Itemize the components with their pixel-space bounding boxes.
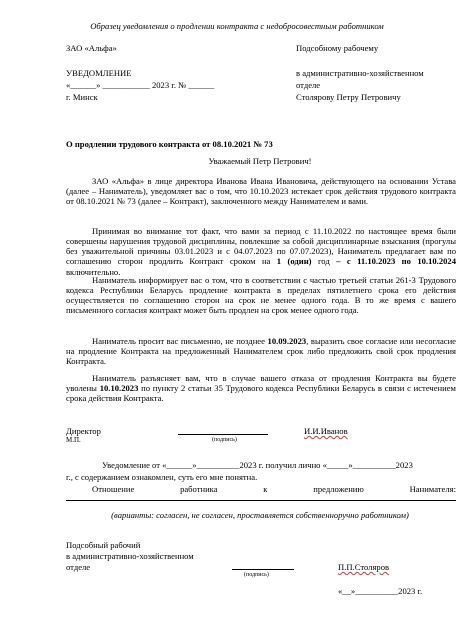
employee-position-line-3: отделе: [66, 562, 91, 572]
addressee-line-3: отделе: [296, 80, 321, 90]
notice-date-number: «______» ___________ 2023 г. № ______: [66, 80, 215, 90]
ack-word-4: предложению: [313, 484, 364, 494]
ack-variants-note: (варианты: согласен, не согласен, проставляется собственноручно работником): [111, 510, 409, 520]
notice-title: УВЕДОМЛЕНИЕ: [66, 68, 132, 78]
ack-line-2: г., с содержанием ознакомлен, суть его мне понятна.: [66, 472, 258, 482]
paragraph-5: [66, 373, 456, 403]
director-label: Директор: [66, 426, 101, 436]
paragraph-3: [66, 275, 456, 316]
ack-line-3: [92, 484, 456, 494]
addressee-line-4: Столярову Петру Петровичу: [296, 92, 401, 102]
ack-answer-line: [66, 500, 456, 501]
paragraph-2-term: 1 (один): [276, 256, 312, 267]
header-title: Образец уведомления о продлении контракта с недобросовестным работником: [90, 21, 384, 31]
paragraph-4-deadline: 10.09.2023: [267, 336, 307, 346]
ack-word-3: к: [263, 484, 268, 494]
paragraph-1: [66, 176, 456, 206]
ack-line-1: Уведомление от «______»__________2023 г. получил лично «_____»__________2023: [102, 460, 413, 470]
ack-word-2: работника: [180, 484, 218, 494]
paragraph-4-text-a: Наниматель просит вас письменно, не позднее: [92, 336, 268, 346]
org-name: ЗАО «Альфа»: [66, 43, 117, 53]
paragraph-2: [66, 226, 456, 277]
paragraph-2-period: – с 11.10.2023 по 10.10.2024: [336, 256, 457, 267]
employee-sign-date: «__»__________2023 г.: [338, 586, 423, 596]
paragraph-4: [66, 336, 456, 366]
ack-word-1: Отношение: [92, 484, 135, 494]
director-signature-line: [178, 434, 268, 435]
stamp-label: М.П.: [66, 436, 81, 444]
employee-position-line-1: Подсобный рабочий: [66, 540, 141, 550]
paragraph-5-dismissal-date: 10.10.2023: [99, 383, 139, 394]
paragraph-5-text-c: по пункту 2 статьи 35 Трудового кодекса Республики Беларусь в связи с истечением срока действия Контракта.: [66, 383, 457, 404]
paragraph-2-text-c: год: [311, 256, 337, 267]
director-signature-caption: (подпись): [212, 437, 237, 443]
employee-position-line-2: в административно-хозяйственном: [66, 551, 194, 561]
employee-signature-caption: (подпись): [244, 572, 269, 578]
greeting: Уважаемый Петр Петрович!: [208, 156, 312, 166]
paragraph-4-text-c: , выразить свое согласие или несогласие на продление Контракта на предложенный Нанимателем срок либо предложить свой срок продления Контракта.: [66, 336, 456, 367]
notice-city: г. Минск: [66, 92, 98, 102]
paragraph-5-text-a: Наниматель разъясняет вам, что в случае вашего отказа от продления Контракта вы будете уволены: [66, 373, 456, 394]
employee-signature-line: [232, 569, 294, 570]
employee-name: П.П.Столяров: [338, 562, 390, 572]
director-name: И.И.Иванов: [304, 426, 348, 436]
paragraph-1-text: ЗАО «Альфа» в лице директора Иванова Ивана Ивановича, действующего на основании Устава (далее – Наниматель), уведомляет вас о том, что 10.10.2023 истекает срок действия трудового контракта от 08.10.2021 № 73 (далее – Контракт), заключенного между Нанимателем и вами.: [66, 176, 456, 207]
addressee-line-1: Подсобному рабочему: [296, 43, 379, 53]
subject-heading: О продлении трудового контракта от 08.10.2021 № 73: [66, 139, 273, 149]
paragraph-2-text-e: включительно.: [66, 266, 121, 277]
ack-word-5: Нанимателя:: [409, 484, 456, 494]
addressee-line-2: в административно-хозяйственном: [296, 68, 424, 78]
paragraph-2-text-a: Принимая во внимание тот факт, что вами за период с 11.10.2022 по настоящее время были совершены нарушения трудовой дисциплины, повлекшие за собой дисциплинарные взыскания (прогулы без уважительной причины 03.01.2023 и с 04.07.2023 по 07.07.2023), Наниматель предлагает вам по соглашению сторон продлить Контракт сроком на: [66, 226, 456, 267]
paragraph-3-text: Наниматель информирует вас о том, что в соответствии с частью третьей статьи 261-3 Трудового кодекса Республики Беларусь продление контракта в пределах пятилетнего срока его действия осуществляется по соглашению сторон на срок не менее одного года. В то же время с вашего письменного согласия контракт может быть продлен на срок менее одного года.: [66, 275, 456, 316]
